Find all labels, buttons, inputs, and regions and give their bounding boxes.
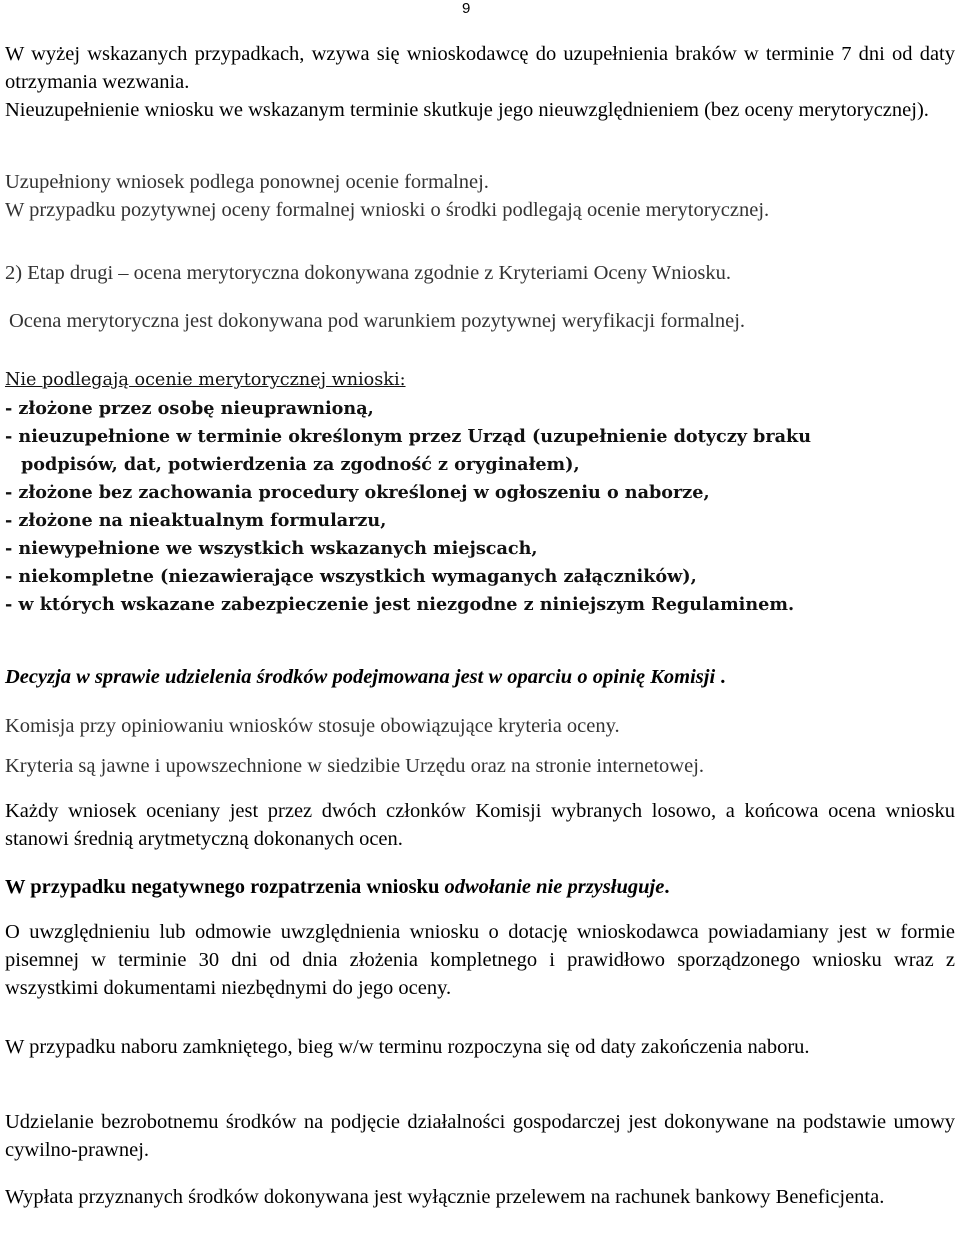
decision-paragraph xyxy=(5,663,955,691)
decision-text: Decyzja w sprawie udzielenia środków podejmowana jest w oparciu o opinię Komisji xyxy=(5,666,716,688)
paragraph-closed-call: W przypadku naboru zamkniętego, bieg w/w terminu rozpoczyna się od daty zakończenia naboru. xyxy=(5,1036,810,1058)
paragraph-contract: Udzielanie bezrobotnemu środków na podjęcie działalności gospodarczej jest dokonywane na podstawie umowy cywilno-prawnej. xyxy=(5,1111,955,1161)
decision-suffix: . xyxy=(715,666,726,688)
list-item: podpisów, dat, potwierdzenia za zgodność z oryginałem), xyxy=(21,454,580,475)
list-item: - niekompletne (niezawierające wszystkich wymaganych załączników), xyxy=(5,566,697,587)
negative-text: W przypadku negatywnego rozpatrzenia wniosku xyxy=(5,876,445,898)
paragraph-merit-condition: Ocena merytoryczna jest dokonywana pod warunkiem pozytywnej weryfikacji formalnej. xyxy=(9,310,746,332)
list-item: - w których wskazane zabezpieczenie jest niezgodne z niniejszym Regulaminem. xyxy=(5,594,795,615)
paragraph-committee-criteria: Komisja przy opiniowaniu wniosków stosuje obowiązujące kryteria oceny. xyxy=(5,715,620,737)
list-item: - złożone na nieaktualnym formularzu, xyxy=(5,510,387,531)
negative-end: . xyxy=(664,876,670,898)
paragraph-notification: O uwzględnieniu lub odmowie uwzględnienia wniosku o dotację wnioskodawca powiadamiany jest w formie pisemnej w terminie 30 dni od dnia złożenia kompletnego i prawidłowo sporządzonego wniosku wraz z wszystkimi dokumentami niezbędnymi do jego oceny. xyxy=(5,921,955,999)
paragraph-non-completion: Nieuzupełnienie wniosku we wskazanym terminie skutkuje jego nieuwzględnieniem (bez oceny merytorycznej). xyxy=(5,99,929,121)
exclusions-heading: Nie podlegają ocenie merytorycznej wnioski: xyxy=(5,370,406,390)
page-number: 9 xyxy=(462,0,471,17)
list-item: - niewypełnione we wszystkich wskazanych miejscach, xyxy=(5,538,538,559)
paragraph-committee-members: Każdy wniosek oceniany jest przez dwóch członków Komisji wybranych losowo, a końcowa ocena wniosku stanowi średnią arytmetyczną dokonanych ocen. xyxy=(5,800,955,850)
paragraph-missing-docs: W wyżej wskazanych przypadkach, wzywa się wnioskodawcę do uzupełnienia braków w terminie 7 dni od daty otrzymania wezwania. xyxy=(5,43,955,93)
paragraph-payment: Wypłata przyznanych środków dokonywana jest wyłącznie przelewem na rachunek bankowy Beneficjenta. xyxy=(5,1186,885,1208)
no-appeal-text: odwołanie nie przysługuje xyxy=(444,876,665,898)
list-item: - złożone przez osobę nieuprawnioną, xyxy=(5,398,374,419)
list-item: - nieuzupełnione w terminie określonym przez Urząd (uzupełnienie dotyczy braku xyxy=(5,426,811,447)
paragraph-criteria-public: Kryteria są jawne i upowszechnione w siedzibie Urzędu oraz na stronie internetowej. xyxy=(5,755,705,777)
negative-decision-paragraph xyxy=(5,873,955,901)
exclusions-list xyxy=(5,395,955,619)
paragraph-reevaluation: Uzupełniony wniosek podlega ponownej ocenie formalnej. xyxy=(5,171,489,193)
paragraph-positive-evaluation: W przypadku pozytywnej oceny formalnej wnioski o środki podlegają ocenie merytorycznej. xyxy=(5,199,770,221)
paragraph-stage-two: 2) Etap drugi – ocena merytoryczna dokonywana zgodnie z Kryteriami Oceny Wniosku. xyxy=(5,262,731,284)
list-item: - złożone bez zachowania procedury określonej w ogłoszeniu o naborze, xyxy=(5,482,710,503)
